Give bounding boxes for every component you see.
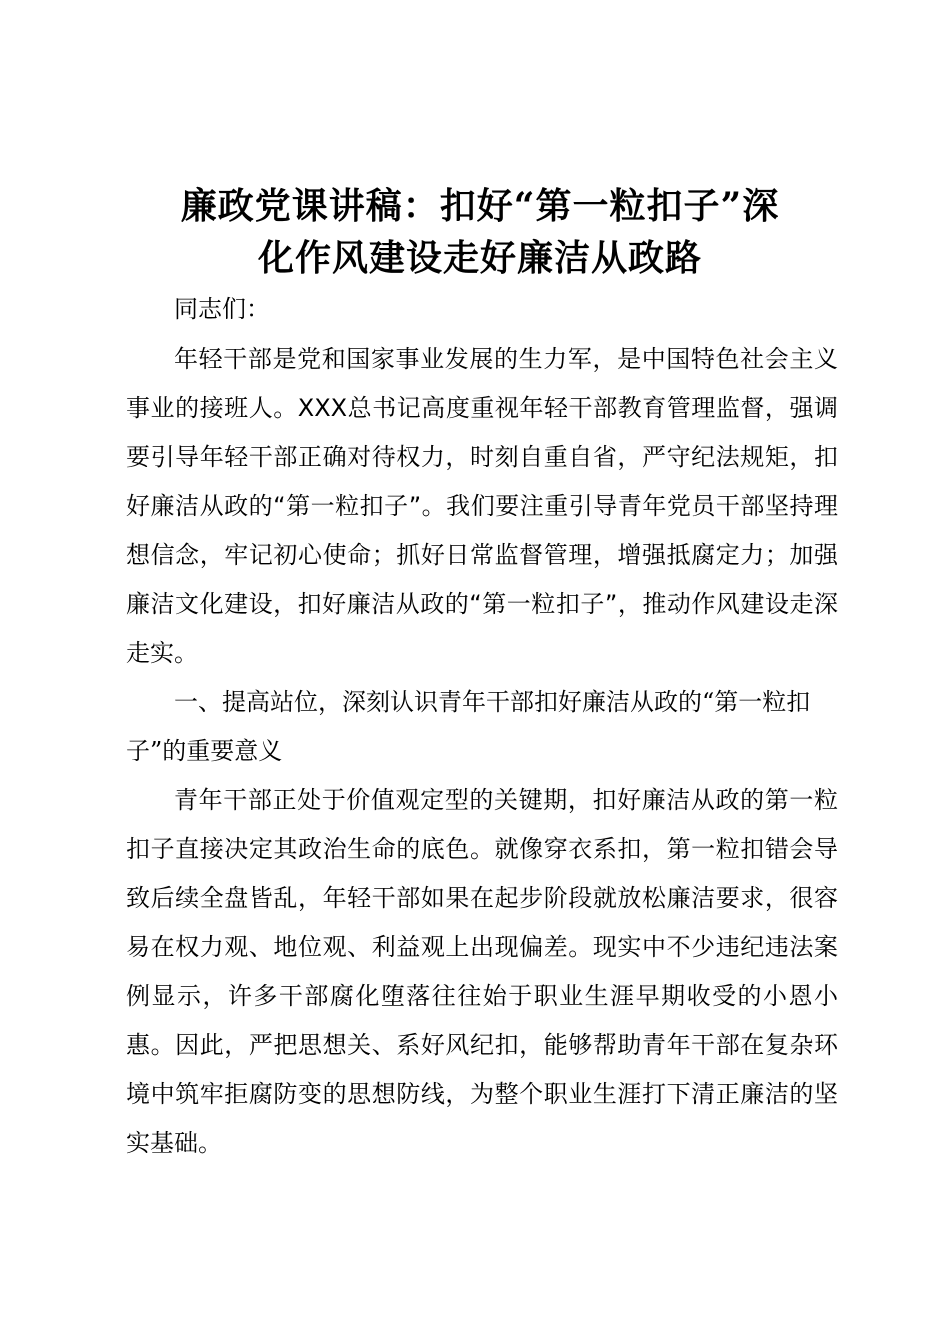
paragraph-significance: 青年干部正处于价值观定型的关键期，扣好廉洁从政的第一粒扣子直接决定其政治生命的底色。就像穿衣系扣，第一粒扣错会导致后续全盘皆乱，年轻干部如果在起步阶段就放松廉洁要求，很容易在权力观、地位观、利益观上出现偏差。现实中不少违纪违法案例显示，许多干部腐化堕落往往始于职业生涯早期收受的小恩小惠。因此，严把思想关、系好风纪扣，能够帮助青年干部在复杂环境中筑牢拒腐防变的思想防线，为整个职业生涯打下清正廉洁的坚实基础。 bbox=[126, 786, 838, 1157]
document-title bbox=[120, 180, 840, 284]
salutation: 同志们： bbox=[174, 295, 270, 323]
section-heading-1: 一、提高站位，深刻认识青年干部扣好廉洁从政的“第一粒扣子”的重要意义 bbox=[126, 688, 811, 765]
document-title-line-1: 廉政党课讲稿：扣好“第一粒扣子”深 bbox=[180, 185, 780, 227]
paragraph-intro: 年轻干部是党和国家事业发展的生力军，是中国特色社会主义事业的接班人。XXX总书记高度重视年轻干部教育管理监督，强调要引导年轻干部正确对待权力，时刻自重自省，严守纪法规矩，扣好廉洁从政的“第一粒扣子”。我们要注重引导青年党员干部坚持理想信念，牢记初心使命；抓好日常监督管理，增强抵腐定力；加强廉洁文化建设，扣好廉洁从政的“第一粒扣子”，推动作风建设走深走实。 bbox=[126, 345, 838, 667]
document-body bbox=[126, 285, 838, 1168]
document-title-line-2: 化作风建设走好廉洁从政路 bbox=[257, 237, 702, 279]
